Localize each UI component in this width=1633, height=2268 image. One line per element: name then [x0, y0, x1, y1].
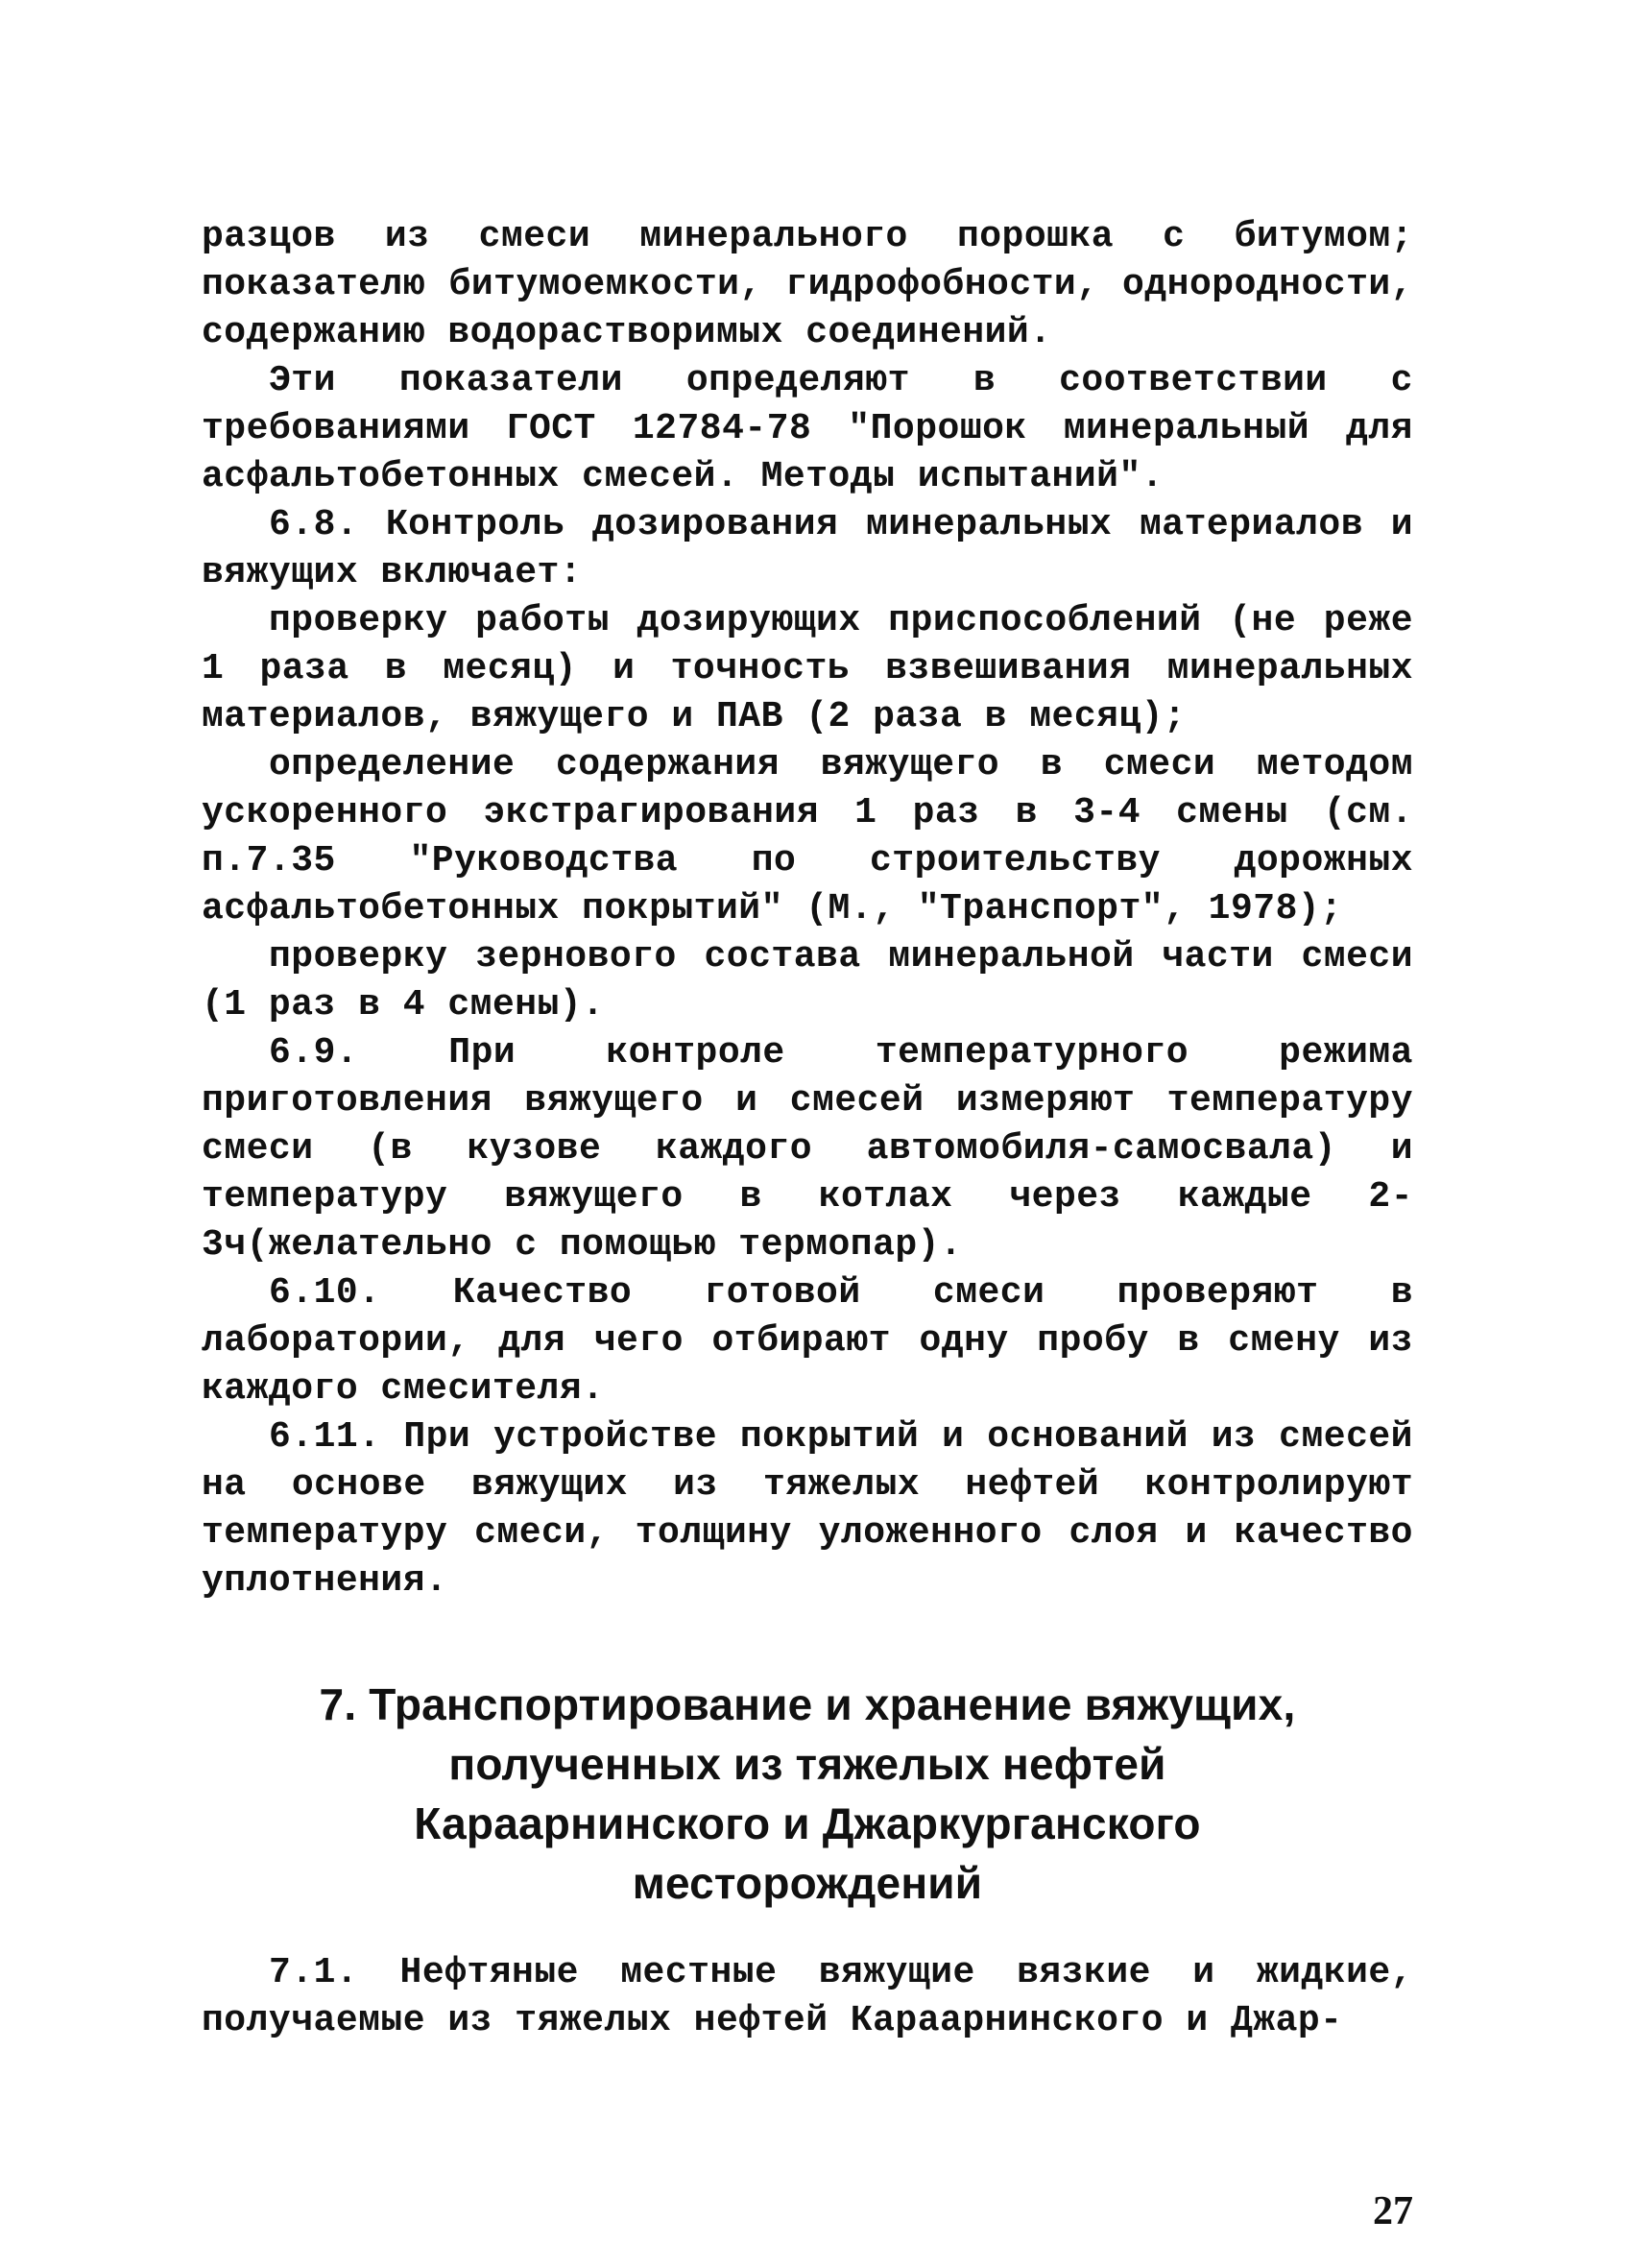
- page-number: 27: [1373, 2189, 1413, 2233]
- paragraph-continuation: разцов из смеси минерального порошка с битумом; показателю битумоемкости, гидрофобности, однородности, содержанию водорастворимых соединений.: [202, 216, 1413, 353]
- paragraph-binder-content: определение содержания вяжущего в смеси методом ускоренного экстрагирования 1 раз в 3-4 смены (см. п.7.35 "Руководства по строительству дорожных асфальтобетонных покрытий" (М., "Транспорт", 1978);: [202, 744, 1413, 929]
- body-text-bottom: [202, 1949, 1413, 2045]
- paragraph-dosing-check: проверку работы дозирующих приспособлений (не реже 1 раза в месяц) и точность взвешивания минеральных материалов, вяжущего и ПАВ (2 раза в месяц);: [202, 600, 1413, 737]
- section-heading-line: Караарнинского и Джаркурганского: [414, 1798, 1201, 1848]
- paragraph-7-1: 7.1. Нефтяные местные вяжущие вязкие и жидкие, получаемые из тяжелых нефтей Караарнинского и Джар-: [202, 1952, 1413, 2041]
- section-heading: [202, 1675, 1413, 1913]
- paragraph-grain-composition: проверку зернового состава минеральной части смеси (1 раз в 4 смены).: [202, 936, 1413, 1025]
- paragraph-6-11: 6.11. При устройстве покрытий и оснований из смесей на основе вяжущих из тяжелых нефтей контролируют температуру смеси, толщину уложенного слоя и качество уплотнения.: [202, 1416, 1413, 1602]
- body-text-top: [202, 213, 1413, 1605]
- document-page: [202, 213, 1413, 2233]
- paragraph-6-8: 6.8. Контроль дозирования минеральных материалов и вяжущих включает:: [202, 504, 1413, 593]
- paragraph-6-10: 6.10. Качество готовой смеси проверяют в лаборатории, для чего отбирают одну пробу в смену из каждого смесителя.: [202, 1272, 1413, 1410]
- section-heading-line: 7. Транспортирование и хранение вяжущих,: [319, 1679, 1296, 1729]
- paragraph-gost-requirements: Эти показатели определяют в соответствии с требованиями ГОСТ 12784-78 "Порошок минеральный для асфальтобетонных смесей. Методы испытаний".: [202, 360, 1413, 497]
- section-heading-line: полученных из тяжелых нефтей: [448, 1739, 1166, 1789]
- section-heading-line: месторождений: [632, 1858, 983, 1908]
- paragraph-6-9: 6.9. При контроле температурного режима приготовления вяжущего и смесей измеряют температуру смеси (в кузове каждого автомобиля-самосвала) и температуру вяжущего в котлах через каждые 2-3ч(желательно с помощью термопар).: [202, 1032, 1413, 1266]
